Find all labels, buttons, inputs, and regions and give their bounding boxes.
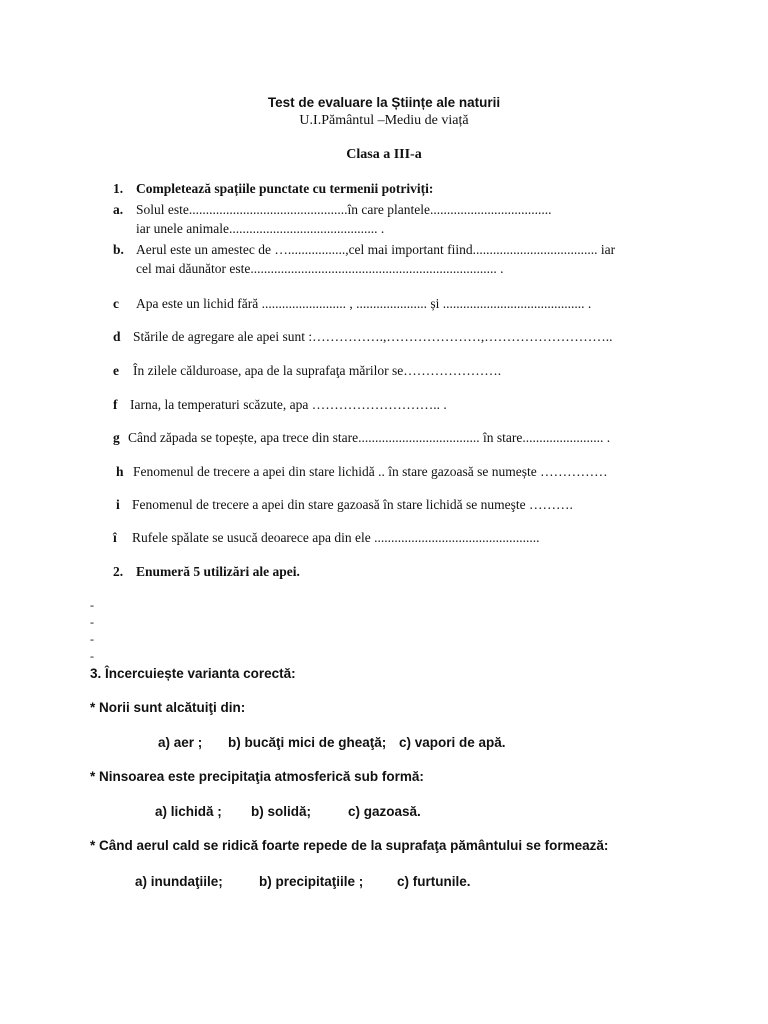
q3-question-snow: * Ninsoarea este precipitaţia atmosferică sub formă: — [90, 769, 424, 784]
q1-item-a-line1: Solul este...............................................în care plantele.................................... — [136, 202, 552, 217]
q1-item-h: Fenomenul de trecere a apei din stare lichidă .. în stare gazoasă se numește …………… — [133, 464, 608, 479]
q1-item-label: h — [116, 464, 124, 479]
q3-option: c) vapori de apă. — [399, 735, 506, 750]
q2-heading: Enumeră 5 utilizări ale apei. — [136, 564, 300, 579]
q3-option: a) aer ; — [158, 735, 203, 750]
q3-question-clouds: * Norii sunt alcătuiţi din: — [90, 700, 246, 715]
q1-item-d: Stările de agregare ale apei sunt :…………….,…………………,……………………….. — [133, 329, 613, 344]
q1-item-i-circumflex: Rufele spălate se usucă deoarece apa din ele ................................................. — [132, 530, 540, 545]
q1-item-label: c — [113, 296, 119, 311]
q3-option: a) lichidă ; — [155, 804, 222, 819]
q1-item-f: Iarna, la temperaturi scăzute, apa ……………………….. . — [130, 397, 447, 412]
q1-heading: Completează spațiile punctate cu termenii potriviți: — [136, 181, 434, 196]
q1-item-label: d — [113, 329, 121, 344]
q1-number: 1. — [113, 181, 124, 196]
q1-item-label: b. — [113, 242, 124, 257]
q3-option: a) inundaţiile; — [135, 874, 223, 889]
q1-item-label: e — [113, 363, 119, 378]
q3-question-warm-air: * Când aerul cald se ridică foarte repede de la suprafaţa pământului se formează: — [90, 838, 609, 853]
q2-dash: - — [90, 649, 94, 663]
q3-option: b) solidă; — [251, 804, 311, 819]
q1-item-i: Fenomenul de trecere a apei din stare gazoasă în stare lichidă se numeşte ………. — [132, 497, 573, 512]
class-label: Clasa a III-a — [346, 147, 422, 162]
q3-option: c) furtunile. — [397, 874, 471, 889]
q1-item-b-line1: Aerul este un amestec de ….................,cel mai important fiind..................................... iar — [136, 242, 616, 257]
q2-dash: - — [90, 598, 94, 612]
q1-item-b-line2: cel mai dăunător este......................................................................... . — [136, 261, 504, 276]
q1-item-e: În zilele călduroase, apa de la suprafaţa mărilor se…………………. — [133, 363, 502, 378]
q1-item-label: g — [113, 430, 120, 445]
q1-item-label: î — [113, 530, 117, 545]
q1-item-a-line2: iar unele animale............................................ . — [136, 221, 385, 236]
q3-heading: 3. Încercuiește varianta corectă: — [90, 666, 296, 681]
test-title: Test de evaluare la Științe ale naturii — [267, 95, 501, 110]
q1-item-g: Când zăpada se topește, apa trece din stare.................................... în stare........................ . — [128, 430, 611, 445]
q3-option: c) gazoasă. — [348, 804, 421, 819]
q2-dash: - — [90, 632, 94, 646]
q3-option: b) bucăţi mici de gheaţă; — [228, 735, 387, 750]
q1-item-label: a. — [113, 202, 124, 217]
q2-dash: - — [90, 615, 94, 629]
q3-option: b) precipitaţiile ; — [259, 874, 364, 889]
q1-item-label: f — [113, 397, 118, 412]
q1-item-c: Apa este un lichid fără ......................... , ..................... și .......................................... . — [136, 296, 592, 311]
unit-subtitle: U.I.Pământul –Mediu de viață — [299, 113, 469, 128]
q2-number: 2. — [113, 564, 124, 579]
q1-item-label: i — [116, 497, 120, 512]
